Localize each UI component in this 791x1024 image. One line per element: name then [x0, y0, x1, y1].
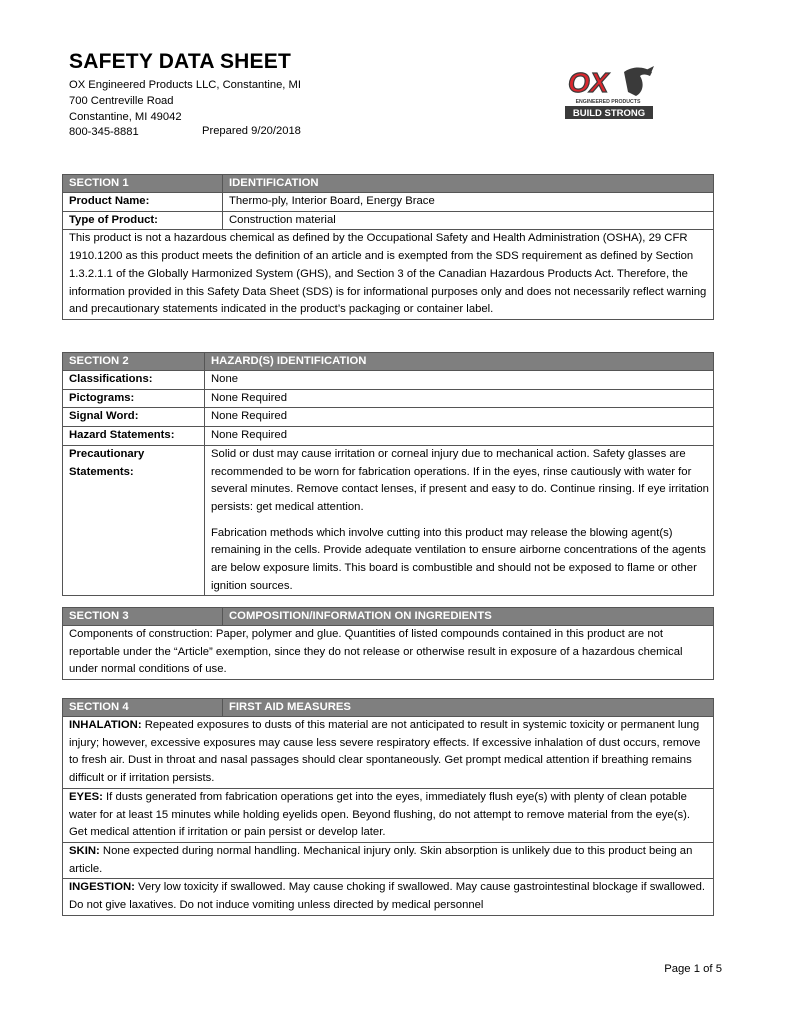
section-4-header	[63, 699, 713, 717]
product-type-value: Construction material	[229, 213, 336, 226]
product-type-row	[63, 212, 713, 231]
product-name-label: Product Name:	[63, 193, 223, 211]
skin-label: SKIN:	[69, 844, 100, 857]
classifications-row	[63, 371, 713, 390]
ox-logo-icon	[562, 62, 656, 122]
precautionary-label: Precautionary Statements:	[63, 446, 205, 596]
company-phone: 800-345-8881	[69, 126, 139, 138]
page-number: Page 1 of 5	[664, 963, 722, 975]
section-2-number: SECTION 2	[63, 353, 205, 370]
logo-line1: ENGINEERED PRODUCTS	[575, 99, 641, 105]
section-2-header	[63, 353, 713, 371]
section-4-title: FIRST AID MEASURES	[229, 701, 351, 713]
section-hazards	[62, 352, 714, 596]
product-type-label: Type of Product:	[63, 212, 223, 230]
precautionary-row	[63, 446, 713, 596]
ingestion-text: Very low toxicity if swallowed. May cause choking if swallowed. May cause gastrointestinal blockage if swallowed. Do not give laxatives. Do not induce vomiting unless directed by medical personnel	[69, 881, 706, 912]
section-1-header	[63, 175, 713, 193]
section-3-title: COMPOSITION/INFORMATION ON INGREDIENTS	[229, 610, 492, 622]
ingestion-block	[63, 879, 713, 914]
precautionary-paragraph-1: Solid or dust may cause irritation or corneal injury due to mechanical action. Safety glasses are recommended to be worn for fabrication operations. If in the eyes, rinse cautiously with water for several minutes. Remove contact lenses, if present and easy to do. Continue rinsing. If eye irritation persists: get medical attention.	[211, 447, 709, 513]
section-3-number: SECTION 3	[63, 608, 223, 625]
section-1-title: IDENTIFICATION	[229, 177, 319, 189]
hazard-statements-value: None Required	[211, 429, 287, 442]
identification-note: This product is not a hazardous chemical as defined by the Occupational Safety and Health Administration (OSHA), 29 CFR 1910.1200 as this product meets the definition of an article and is exempted from the SDS requirement as defined by Section 1.3.2.1.1 of the Globally Harmonized System (GHS), and Section 3 of the Canadian Hazardous Products Act. Therefore, the information provided in this Safety Data Sheet (SDS) is for informational purposes only and does not necessarily reflect warning and precautionary statements indicated in the product’s packaging or container label.	[69, 232, 707, 316]
pictograms-label: Pictograms:	[63, 390, 205, 408]
pictograms-row	[63, 390, 713, 409]
eyes-text: If dusts generated from fabrication operations get into the eyes, immediately flush eye(s) with plenty of clean potable water for at least 15 minutes while holding eyelids open. Beyond flushing, do not attempt to remove material from the eye(s). Get medical attention if irritation or pain persist or develop later.	[69, 790, 691, 839]
eyes-block	[63, 789, 713, 843]
section-2-title: HAZARD(S) IDENTIFICATION	[211, 355, 367, 367]
logo-brand: OX	[568, 67, 609, 98]
section-1-number: SECTION 1	[63, 175, 223, 192]
classifications-value: None	[211, 373, 239, 385]
inhalation-label: INHALATION:	[69, 719, 142, 731]
hazard-statements-row	[63, 427, 713, 446]
section-4-number: SECTION 4	[63, 699, 223, 716]
eyes-label: EYES:	[69, 790, 103, 803]
signal-word-value: None Required	[211, 410, 287, 423]
prepared-date: Prepared 9/20/2018	[202, 125, 301, 137]
hazard-statements-label: Hazard Statements:	[63, 427, 205, 445]
composition-text: Components of construction: Paper, polymer and glue. Quantities of listed compounds contained in this product are not reportable under the “Article” exemption, since they do not release or otherwise result in exposure of a hazardous chemical under normal conditions of use.	[69, 628, 683, 676]
document-title: SAFETY DATA SHEET	[69, 50, 291, 73]
ingestion-label: INGESTION:	[69, 881, 135, 894]
precautionary-paragraph-2: Fabrication methods which involve cutting into this product may release the blowing agent(s) remaining in the cells. Provide adequate ventilation to ensure airborne concentrations of the agents are below exposure limits. This board is combustible and should not be exposed to flame or other ignition sources.	[211, 526, 706, 592]
section-identification	[62, 174, 714, 320]
inhalation-block	[63, 717, 713, 789]
classifications-label: Classifications:	[63, 371, 205, 389]
skin-text: None expected during normal handling. Mechanical injury only. Skin absorption is unlikely due to this product being an article.	[69, 844, 693, 875]
company-name: OX Engineered Products LLC, Constantine, MI	[69, 79, 301, 91]
product-name-value: Thermo-ply, Interior Board, Energy Brace	[229, 195, 435, 207]
company-city: Constantine, MI 49042	[69, 111, 182, 123]
section-3-header	[63, 608, 713, 626]
skin-block	[63, 843, 713, 879]
pictograms-value: None Required	[211, 391, 287, 404]
section-composition	[62, 607, 714, 680]
precautionary-value	[205, 446, 713, 596]
logo-line2: BUILD STRONG	[572, 108, 646, 119]
signal-word-label: Signal Word:	[63, 408, 205, 426]
company-street: 700 Centreville Road	[69, 95, 174, 107]
signal-word-row	[63, 408, 713, 427]
product-name-row	[63, 193, 713, 212]
inhalation-text: Repeated exposures to dusts of this material are not anticipated to result in systemic toxicity or permanent lung injury; however, excessive exposures may cause less severe respiratory effects. If excessive inhalation of dust occurs, remove to fresh air. Dust in throat and nasal passages should clear spontaneously. Get prompt medical attention if breathing remains difficult or if irritation persists.	[69, 719, 701, 785]
section-first-aid	[62, 698, 714, 916]
